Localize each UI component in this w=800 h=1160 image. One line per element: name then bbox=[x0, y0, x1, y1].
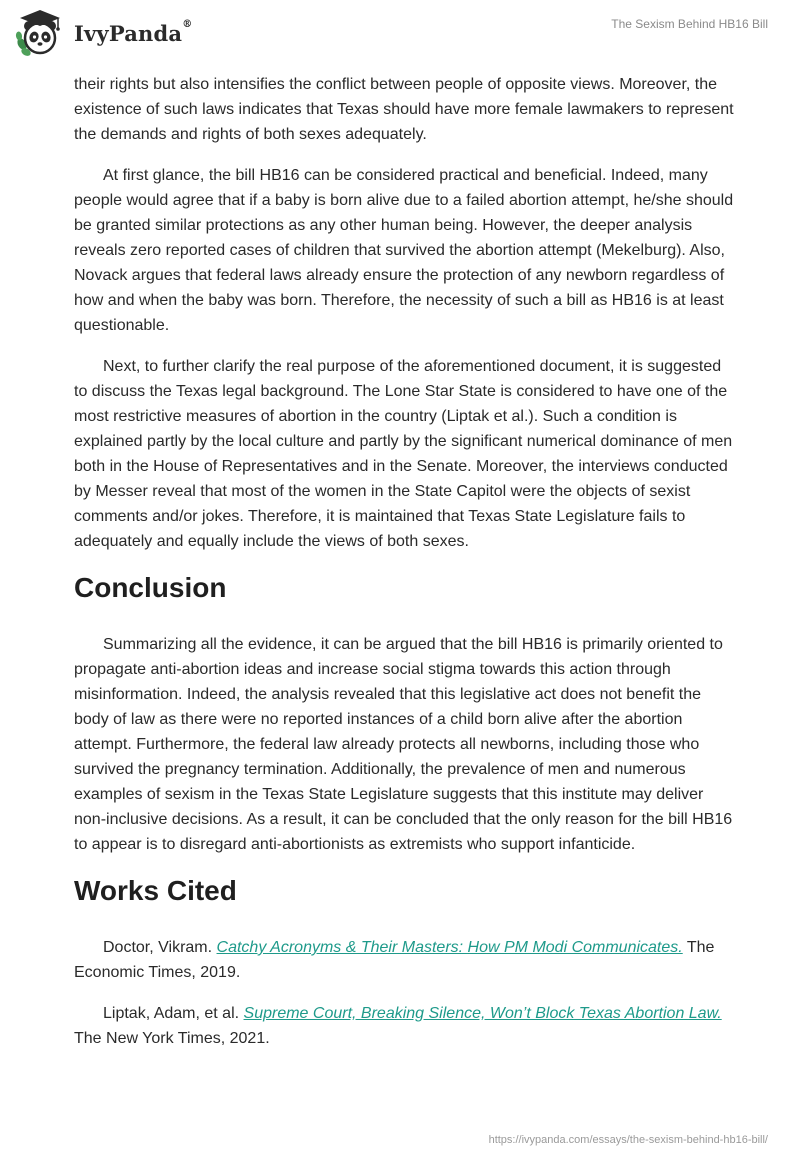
body-paragraph: their rights but also intensifies the conflict between people of opposite views. Moreover, the existence of such laws indicates that Texas should have more female lawmakers to represent the demands and rights of both sexes adequately. bbox=[74, 76, 734, 143]
citation-entry: Doctor, Vikram. Catchy Acronyms & Their Masters: How PM Modi Communicates. The Economic Times, 2019. bbox=[74, 939, 715, 981]
essay-content bbox=[74, 72, 734, 1067]
citation-entry: Liptak, Adam, et al. Supreme Court, Breaking Silence, Won’t Block Texas Abortion Law. The New York Times, 2021. bbox=[74, 1005, 722, 1047]
footer-url[interactable]: https://ivypanda.com/essays/the-sexism-behind-hb16-bill/ bbox=[488, 1134, 768, 1146]
conclusion-paragraph: Summarizing all the evidence, it can be argued that the bill HB16 is primarily oriented to propagate anti-abortion ideas and increase social stigma towards this action through misinformation. Indeed, the analysis revealed that this legislative act does not benefit the body of law as there were no reported instances of a child born alive after the abortion attempt. Furthermore, the federal law already protects all newborns, including those who survived the pregnancy termination. Additionally, the prevalence of men and numerous examples of sexism in the Texas State Legislature suggests that this institute may deliver non-inclusive decisions. As a result, it can be concluded that the only reason for the bill HB16 to appear is to disregard anti-abortionists as extremists who support infanticide. bbox=[74, 636, 733, 853]
citation-link[interactable]: Supreme Court, Breaking Silence, Won’t Block Texas Abortion Law. bbox=[243, 1005, 722, 1022]
body-paragraph: Next, to further clarify the real purpose of the aforementioned document, it is suggested to discuss the Texas legal background. The Lone Star State is considered to have one of the most restrictive measures of abortion in the country (Liptak et al.). Such a condition is explained partly by the local culture and partly by the significant numerical dominance of men both in the House of Representatives and in the Senate. Moreover, the interviews conducted by Messer reveal that most of the women in the State Capitol were the objects of sexist comments and/or jokes. Therefore, it is maintained that Texas State Legislature fails to adequately and equally include the views of both sexes. bbox=[74, 358, 733, 550]
document-title: The Sexism Behind HB16 Bill bbox=[611, 17, 768, 31]
ivypanda-logo[interactable] bbox=[14, 8, 192, 58]
panda-graduation-cap-icon bbox=[14, 8, 68, 58]
brand-name: IvyPanda® bbox=[74, 18, 193, 46]
body-paragraph: At first glance, the bill HB16 can be considered practical and beneficial. Indeed, many people would agree that if a baby is born alive due to a failed abortion attempt, he/she should be granted similar protections as any other human being. However, the deeper analysis reveals zero reported cases of children that survived the abortion attempt (Mekelburg). Also, Novack argues that federal laws already ensure the protection of any newborn regardless of how and when the baby was born. Therefore, the necessity of such a bill as HB16 is at least questionable. bbox=[74, 167, 734, 334]
works-cited-heading: Works Cited bbox=[74, 875, 237, 906]
conclusion-heading: Conclusion bbox=[74, 572, 227, 603]
citation-link[interactable]: Catchy Acronyms & Their Masters: How PM Modi Communicates. bbox=[216, 939, 683, 956]
page-header bbox=[0, 0, 800, 70]
